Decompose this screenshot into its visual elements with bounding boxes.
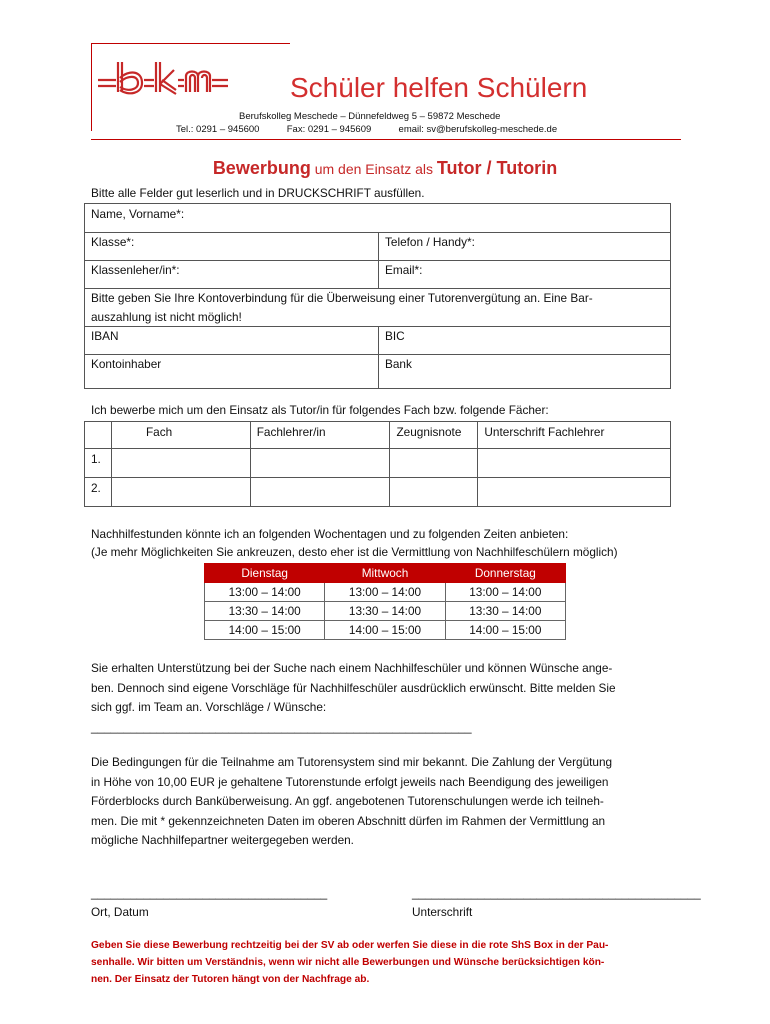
table-header-cell: Unterschrift Fachlehrer: [478, 422, 671, 449]
heading-tutor: Tutor / Tutorin: [436, 158, 558, 178]
time-slot-row: [205, 621, 566, 640]
zeugnisnote-cell[interactable]: [390, 449, 478, 478]
bic-field[interactable]: BIC: [385, 329, 405, 343]
conditions-paragraph: [91, 753, 612, 851]
conditions-line: men. Die mit * gekennzeichneten Daten im oberen Abschnitt dürfen im Rahmen der Vermittlung an: [91, 813, 606, 828]
times-table: [204, 563, 566, 640]
email-field[interactable]: Email*:: [385, 263, 423, 277]
time-slot[interactable]: 13:00 – 14:00: [205, 583, 325, 602]
row-number: 1.: [85, 449, 112, 478]
header-divider: [91, 139, 681, 140]
submission-notice: [91, 937, 608, 988]
table-header-cell: Fachlehrer/in: [250, 422, 390, 449]
page-title: Schüler helfen Schülern: [290, 72, 588, 103]
time-slot-row: [205, 583, 566, 602]
telefon-field[interactable]: Telefon / Handy*:: [385, 235, 475, 249]
conditions-line: in Höhe von 10,00 EUR je gehaltene Tutorenstunde erfolgt jeweils nach Beendigung des jeweiligen: [91, 774, 609, 789]
col-divider: [378, 232, 379, 288]
konto-instruction-2: auszahlung ist nicht möglich!: [91, 310, 242, 324]
support-line: Sie erhalten Unterstützung bei der Suche nach einem Nachhilfeschüler und können Wünsche ange-: [91, 661, 613, 675]
klasse-field[interactable]: Klasse*:: [91, 235, 135, 249]
time-slot[interactable]: 14:00 – 15:00: [445, 621, 565, 640]
unterschrift-label: Unterschrift: [412, 905, 473, 919]
heading-middle: um den Einsatz als: [310, 161, 437, 177]
unterschrift-cell[interactable]: [478, 478, 671, 507]
phone-number: Tel.: 0291 – 945600: [176, 124, 260, 135]
table-row: [85, 478, 671, 507]
notice-line: Geben Sie diese Bewerbung rechtzeitig bei der SV ab oder werfen Sie diese in die rote ShS Box in der Pau-: [91, 940, 609, 951]
school-contact: [176, 124, 557, 135]
time-slot[interactable]: 14:00 – 15:00: [325, 621, 445, 640]
fach-cell[interactable]: [111, 449, 250, 478]
bank-field[interactable]: Bank: [385, 357, 412, 371]
bkm-logo: [98, 56, 228, 104]
conditions-line: Förderblocks durch Banküberweisung. An ggf. angebotenen Tutorenschulungen werde ich teilneh-: [91, 794, 604, 808]
fachlehrer-cell[interactable]: [250, 478, 390, 507]
day-mittwoch: Mittwoch: [325, 564, 445, 583]
header-rule-top: [91, 43, 290, 44]
conditions-line: mögliche Nachhilfepartner weitergegeben werden.: [91, 833, 354, 847]
support-line: ben. Dennoch sind eigene Vorschläge für Nachhilfeschüler ausdrücklich erwünscht. Bitte melden Sie: [91, 680, 616, 695]
email-address: email: sv@berufskolleg-meschede.de: [398, 124, 558, 135]
row-divider: [84, 288, 671, 289]
unterschrift-cell[interactable]: [478, 449, 671, 478]
fax-number: Fax: 0291 – 945609: [286, 124, 372, 135]
name-field[interactable]: Name, Vorname*:: [91, 207, 185, 221]
table-header-row: [85, 422, 671, 449]
time-slot[interactable]: 13:30 – 14:00: [205, 602, 325, 621]
klassenlehrer-field[interactable]: Klassenleher/in*:: [91, 263, 180, 277]
iban-field[interactable]: IBAN: [91, 329, 119, 343]
intro-text: Bitte alle Felder gut leserlich und in DRUCKSCHRIFT ausfüllen.: [91, 186, 425, 200]
time-slot[interactable]: 13:00 – 14:00: [325, 583, 445, 602]
subjects-intro: Ich bewerbe mich um den Einsatz als Tutor/in für folgendes Fach bzw. folgende Fächer:: [91, 403, 549, 417]
unterschrift-line[interactable]: ____________________________________________: [412, 886, 701, 900]
notice-line: senhalle. Wir bitten um Verständnis, wenn wir nicht alle Bewerbungen und Wünsche berücksichtigen kön-: [91, 957, 605, 968]
wishes-line[interactable]: __________________________________________________________: [91, 719, 472, 734]
table-header-cell: Zeugnisnote: [390, 422, 478, 449]
times-intro-2: (Je mehr Möglichkeiten Sie ankreuzen, desto eher ist die Vermittlung von Nachhilfeschülern möglich): [91, 545, 618, 559]
support-line: sich ggf. im Team an. Vorschläge / Wünsche:: [91, 700, 327, 714]
support-paragraph: [91, 659, 616, 737]
times-intro-1: Nachhilfestunden könnte ich an folgenden Wochentagen und zu folgenden Zeiten anbieten:: [91, 527, 569, 541]
row-number: 2.: [85, 478, 112, 507]
form-heading: [0, 158, 770, 179]
day-donnerstag: Donnerstag: [445, 564, 565, 583]
time-slot[interactable]: 13:30 – 14:00: [325, 602, 445, 621]
time-slot[interactable]: 14:00 – 15:00: [205, 621, 325, 640]
notice-line: nen. Der Einsatz der Tutoren hängt von der Nachfrage ab.: [91, 974, 370, 985]
ort-datum-line[interactable]: ____________________________________: [91, 886, 328, 900]
konto-instruction-1: Bitte geben Sie Ihre Kontoverbindung für die Überweisung einer Tutorenvergütung an. Eine Bar-: [91, 291, 593, 305]
table-row: [85, 449, 671, 478]
heading-bewerbung: Bewerbung: [212, 158, 311, 178]
school-address: Berufskolleg Meschede – Dünnefeldweg 5 – 59872 Meschede: [239, 111, 501, 122]
table-header-cell: [85, 422, 112, 449]
time-slot[interactable]: 13:00 – 14:00: [445, 583, 565, 602]
table-header-cell: Fach: [111, 422, 250, 449]
ort-datum-label: Ort, Datum: [91, 905, 149, 919]
fachlehrer-cell[interactable]: [250, 449, 390, 478]
subjects-table: [84, 421, 671, 507]
time-slot[interactable]: 13:30 – 14:00: [445, 602, 565, 621]
conditions-line: Die Bedingungen für die Teilnahme am Tutorensystem sind mir bekannt. Die Zahlung der Vergütung: [91, 755, 613, 769]
zeugnisnote-cell[interactable]: [390, 478, 478, 507]
time-slot-row: [205, 602, 566, 621]
day-dienstag: Dienstag: [205, 564, 325, 583]
col-divider: [378, 326, 379, 389]
kontoinhaber-field[interactable]: Kontoinhaber: [91, 357, 162, 371]
header-rule-left: [91, 43, 92, 131]
days-header-row: [205, 564, 566, 583]
fach-cell[interactable]: [111, 478, 250, 507]
